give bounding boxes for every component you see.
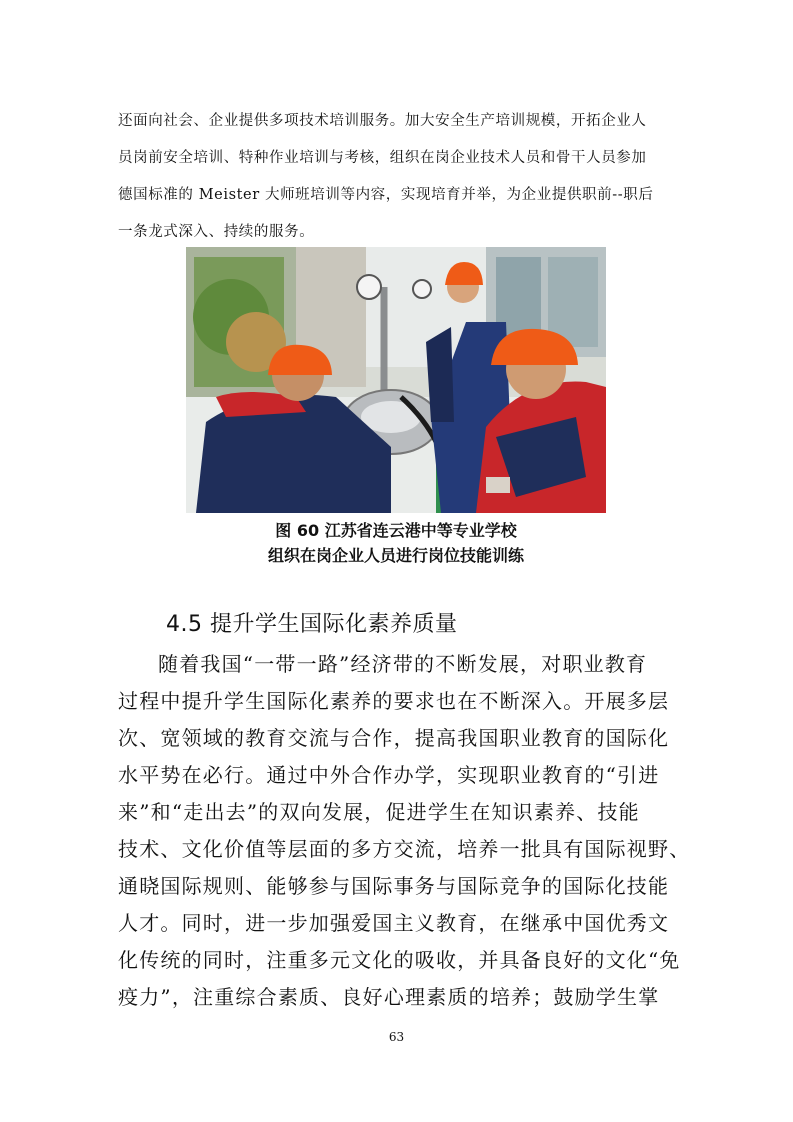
text-line: 员岗前安全培训、特种作业培训与考核，组织在岗企业技术人员和骨干人员参加 <box>118 150 647 166</box>
text-line: 一条龙式深入、持续的服务。 <box>118 224 315 240</box>
text-line: 通晓国际规则、能够参与国际事务与国际竞争的国际化技能 <box>118 874 670 898</box>
text-line: 水平势在必行。通过中外合作办学，实现职业教育的“引进 <box>118 763 660 787</box>
text-line: 化传统的同时，注重多元文化的吸收，并具备良好的文化“免 <box>118 948 681 972</box>
text-line: 随着我国“一带一路”经济带的不断发展，对职业教育 <box>158 652 648 676</box>
figure-caption-line-1: 图 60 江苏省连云港中等专业学校 <box>275 521 517 540</box>
text-line: 人才。同时，进一步加强爱国主义教育，在继承中国优秀文 <box>118 911 670 935</box>
text-line: 疫力”，注重综合素质、良好心理素质的培养；鼓励学生掌 <box>118 985 660 1009</box>
section-heading: 4.5 提升学生国际化素养质量 <box>166 612 458 637</box>
figure-caption-line-2: 组织在岗企业人员进行岗位技能训练 <box>267 546 524 565</box>
section-body-paragraph <box>118 646 691 1016</box>
text-line: 技术、文化价值等层面的多方交流，培养一批具有国际视野、 <box>118 837 691 861</box>
training-photo <box>186 247 606 513</box>
text-line: 次、宽领域的教育交流与合作，提高我国职业教育的国际化 <box>118 726 670 750</box>
text-line: 来”和“走出去”的双向发展，促进学生在知识素养、技能 <box>118 800 640 824</box>
training-photo-illustration <box>186 247 606 513</box>
intro-paragraph <box>118 103 678 251</box>
text-line: 还面向社会、企业提供多项技术培训服务。加大安全生产培训规模，开拓企业人 <box>118 113 647 129</box>
text-line: 德国标准的 Meister 大师班培训等内容，实现培育并举，为企业提供职前--职后 <box>118 187 654 203</box>
page-number: 63 <box>388 1030 405 1044</box>
text-line: 过程中提升学生国际化素养的要求也在不断深入。开展多层 <box>118 689 670 713</box>
